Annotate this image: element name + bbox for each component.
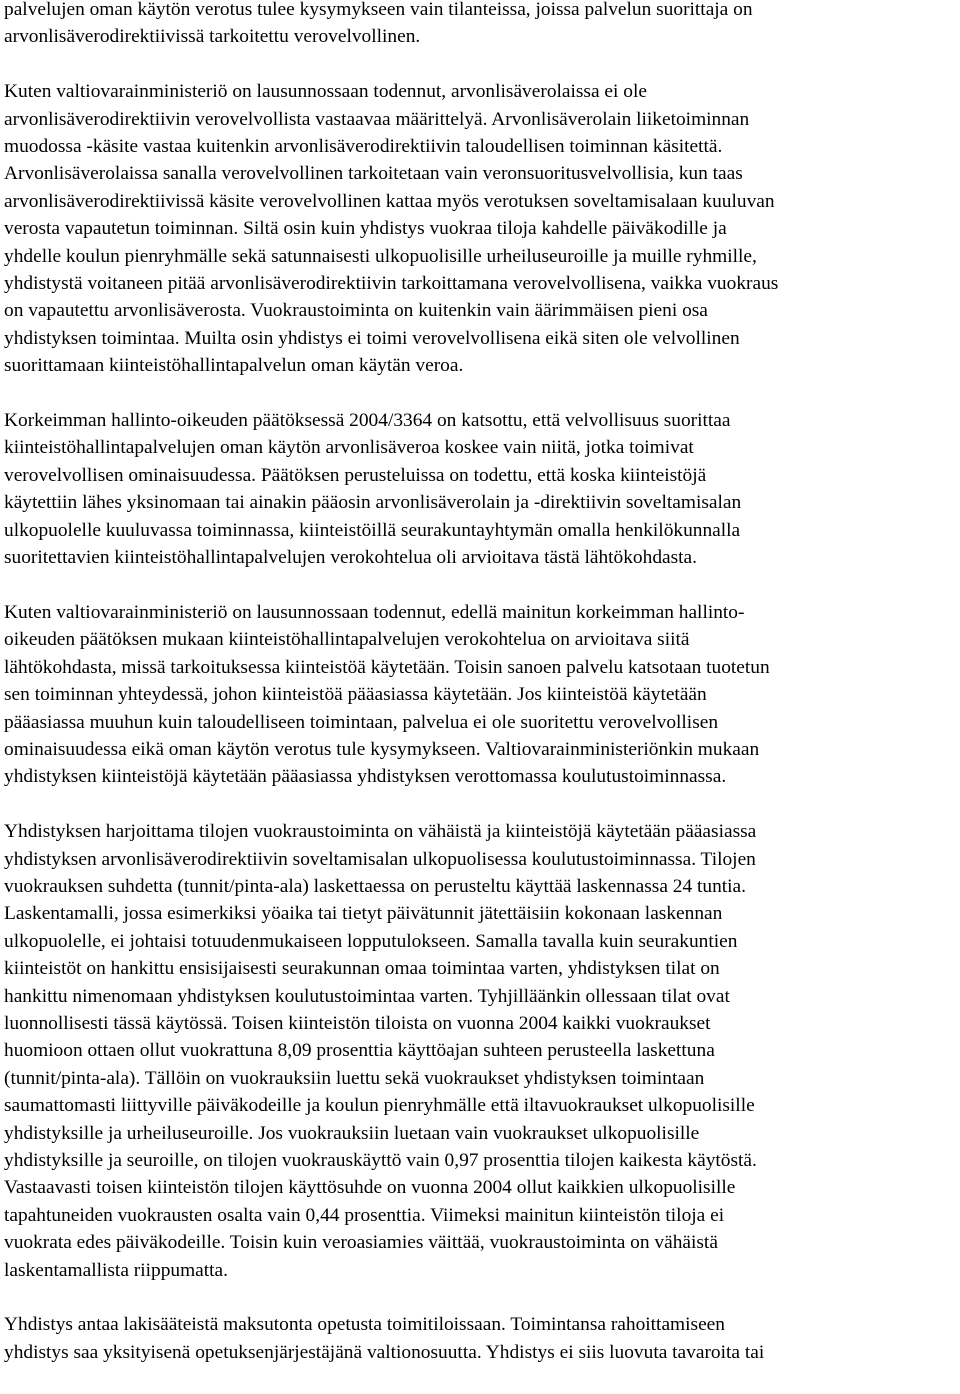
text-line: oikeuden päätöksen mukaan kiinteistöhallintapalvelujen verokohtelua on arvioitava siitä xyxy=(4,629,690,651)
text-line: arvonlisäverodirektiivissä käsite verovelvollinen kattaa myös verotuksen soveltamisalaan kuuluvan xyxy=(4,190,775,212)
text-line: Yhdistys antaa lakisääteistä maksutonta opetusta toimitiloissaan. Toimintansa rahoittamiseen xyxy=(4,1314,725,1336)
text-line: muodossa -käsite vastaa kuitenkin arvonlisäverodirektiivin taloudellisen toiminnan käsitettä. xyxy=(4,136,723,158)
text-line: pääasiassa muuhun kuin taloudelliseen toimintaan, palvelua ei ole suoritettu verovelvollisen xyxy=(4,711,719,733)
text-line: ulkopuolelle kuuluvassa toiminnassa, kiinteistöillä seurakuntayhtymän omalla henkilökunnalla xyxy=(4,519,741,541)
text-line: arvonlisäverodirektiivissä tarkoitettu verovelvollinen. xyxy=(4,26,421,48)
text-line: yhdistyksen arvonlisäverodirektiivin soveltamisalan ulkopuolisessa koulutustoiminnassa. Tilojen xyxy=(4,848,756,870)
paragraph-2 xyxy=(4,78,954,379)
text-line: Arvonlisäverolaissa sanalla verovelvollinen tarkoitetaan vain veronsuoritusvelvollisia, kun taas xyxy=(4,163,743,185)
text-line: Kuten valtiovarainministeriö on lausunnossaan todennut, arvonlisäverolaissa ei ole xyxy=(4,81,647,103)
text-line: verosta vapautetun toiminnan. Siltä osin kuin yhdistys vuokraa tiloja kahdelle päiväkodille ja xyxy=(4,218,727,240)
text-line: suorittamaan kiinteistöhallintapalvelun oman käytän veroa. xyxy=(4,355,464,377)
text-line: Yhdistyksen harjoittama tilojen vuokraustoiminta on vähäistä ja kiinteistöjä käytetään pääasiassa xyxy=(4,821,757,843)
text-line: palvelujen oman käytön verotus tulee kysymykseen vain tilanteissa, joissa palvelun suorittaja on xyxy=(4,0,753,20)
paragraph-6 xyxy=(4,1311,954,1366)
text-line: ominaisuudessa eikä oman käytön verotus tule kysymykseen. Valtiovarainministeriönkin mukaan xyxy=(4,738,760,760)
text-line: Korkeimman hallinto-oikeuden päätöksessä 2004/3364 on katsottu, että velvollisuus suorittaa xyxy=(4,410,731,432)
text-line: vuokrata edes päiväkodeille. Toisin kuin veroasiamies väittää, vuokraustoiminta on vähäistä xyxy=(4,1232,718,1254)
text-line: ulkopuolelle, ei johtaisi totuudenmukaiseen lopputulokseen. Samalla tavalla kuin seurakuntien xyxy=(4,930,738,952)
text-line: Vastaavasti toisen kiinteistön tilojen käyttösuhde on vuonna 2004 ollut kaikkien ulkopuolisille xyxy=(4,1177,736,1199)
text-line: yhdistyksen kiinteistöjä käytetään pääasiassa yhdistyksen verottomassa koulutustoiminnassa. xyxy=(4,766,727,788)
text-line: (tunnit/pinta-ala). Tällöin on vuokrauksiin luettu sekä vuokraukset yhdistyksen toimintaan xyxy=(4,1067,705,1089)
text-line: Kuten valtiovarainministeriö on lausunnossaan todennut, edellä mainitun korkeimman hallinto- xyxy=(4,601,745,623)
document-page xyxy=(4,0,954,1394)
text-line: yhdistyksen toimintaa. Muilta osin yhdistys ei toimi verovelvollisena eikä siten ole velvollinen xyxy=(4,327,740,349)
text-line: yhdistyksille ja seuroille, on tilojen vuokrauskäyttö vain 0,97 prosenttia tilojen kaikesta käytöstä. xyxy=(4,1150,757,1171)
text-line: vuokrauksen suhdetta (tunnit/pinta-ala) laskettaessa on perusteltu käyttää laskennassa 24 tuntia. xyxy=(4,875,747,897)
text-line: kiinteistöt on hankittu ensisijaisesti seurakunnan omaa toimintaa varten, yhdistyksen tilat on xyxy=(4,958,720,980)
text-line: arvonlisäverodirektiivin verovelvollista vastaavaa määrittelyä. Arvonlisäverolain liiketoiminnan xyxy=(4,108,750,130)
text-line: saumattomasti liittyville päiväkodeille ja koulun pienryhmälle että iltavuokraukset ulkopuolisille xyxy=(4,1095,755,1117)
text-line: hankittu nimenomaan yhdistyksen koulutustoimintaa varten. Tyhjilläänkin ollessaan tilat ovat xyxy=(4,985,730,1007)
paragraph-5 xyxy=(4,818,954,1284)
text-line: tapahtuneiden vuokrausten osalta vain 0,44 prosenttia. Viimeksi mainitun kiinteistön tiloja ei xyxy=(4,1204,725,1226)
text-line: yhdistyksille ja urheiluseuroille. Jos vuokrauksiin luetaan vain vuokraukset ulkopuolisille xyxy=(4,1122,700,1144)
text-line: Laskentamalli, jossa esimerkiksi yöaika tai tietyt päivätunnit jätettäisiin kokonaan laskennan xyxy=(4,903,723,925)
text-line: suoritettavien kiinteistöhallintapalvelujen verokohtelua oli arvioitava tästä lähtökohdasta. xyxy=(4,547,698,569)
text-line: huomioon ottaen ollut vuokrattuna 8,09 prosenttia käyttöajan suhteen perusteella laskettuna xyxy=(4,1040,715,1062)
text-line: lähtökohdasta, missä tarkoituksessa kiinteistöä käytetään. Toisin sanoen palvelu katsotaan tuotetun xyxy=(4,656,770,678)
text-line: kiinteistöhallintapalvelujen oman käytön arvonlisäveroa koskee vain niitä, jotka toimivat xyxy=(4,437,694,459)
text-line: yhdelle koulun pienryhmälle sekä satunnaisesti ulkopuolisille urheiluseuroille ja muille ryhmille, xyxy=(4,245,757,267)
text-line: laskentamallista riippumatta. xyxy=(4,1259,229,1281)
text-line: käytettiin lähes yksinomaan tai ainakin pääosin arvonlisäverolain ja -direktiivin soveltamisalan xyxy=(4,492,742,514)
text-line: verovelvollisen ominaisuudessa. Päätöksen perusteluissa on todettu, että koska kiinteistöjä xyxy=(4,464,707,486)
text-line: luonnollisesti tässä käytössä. Toisen kiinteistön tiloista on vuonna 2004 kaikki vuokraukset xyxy=(4,1012,711,1034)
text-line: on vapautettu arvonlisäverosta. Vuokraustoiminta on kuitenkin vain äärimmäisen pieni osa xyxy=(4,300,708,322)
text-line: sen toiminnan yhteydessä, johon kiinteistöä pääasiassa käytetään. Jos kiinteistöä käytetään xyxy=(4,684,707,706)
paragraph-3 xyxy=(4,407,954,571)
text-line: yhdistys saa yksityisenä opetuksenjärjestäjänä valtionosuutta. Yhdistys ei siis luovuta tavaroita tai xyxy=(4,1341,765,1363)
paragraph-4 xyxy=(4,599,954,791)
text-line: yhdistystä voitaneen pitää arvonlisäverodirektiivin tarkoittamana verovelvollisena, vaikka vuokraus xyxy=(4,273,779,295)
paragraph-1 xyxy=(4,0,954,51)
